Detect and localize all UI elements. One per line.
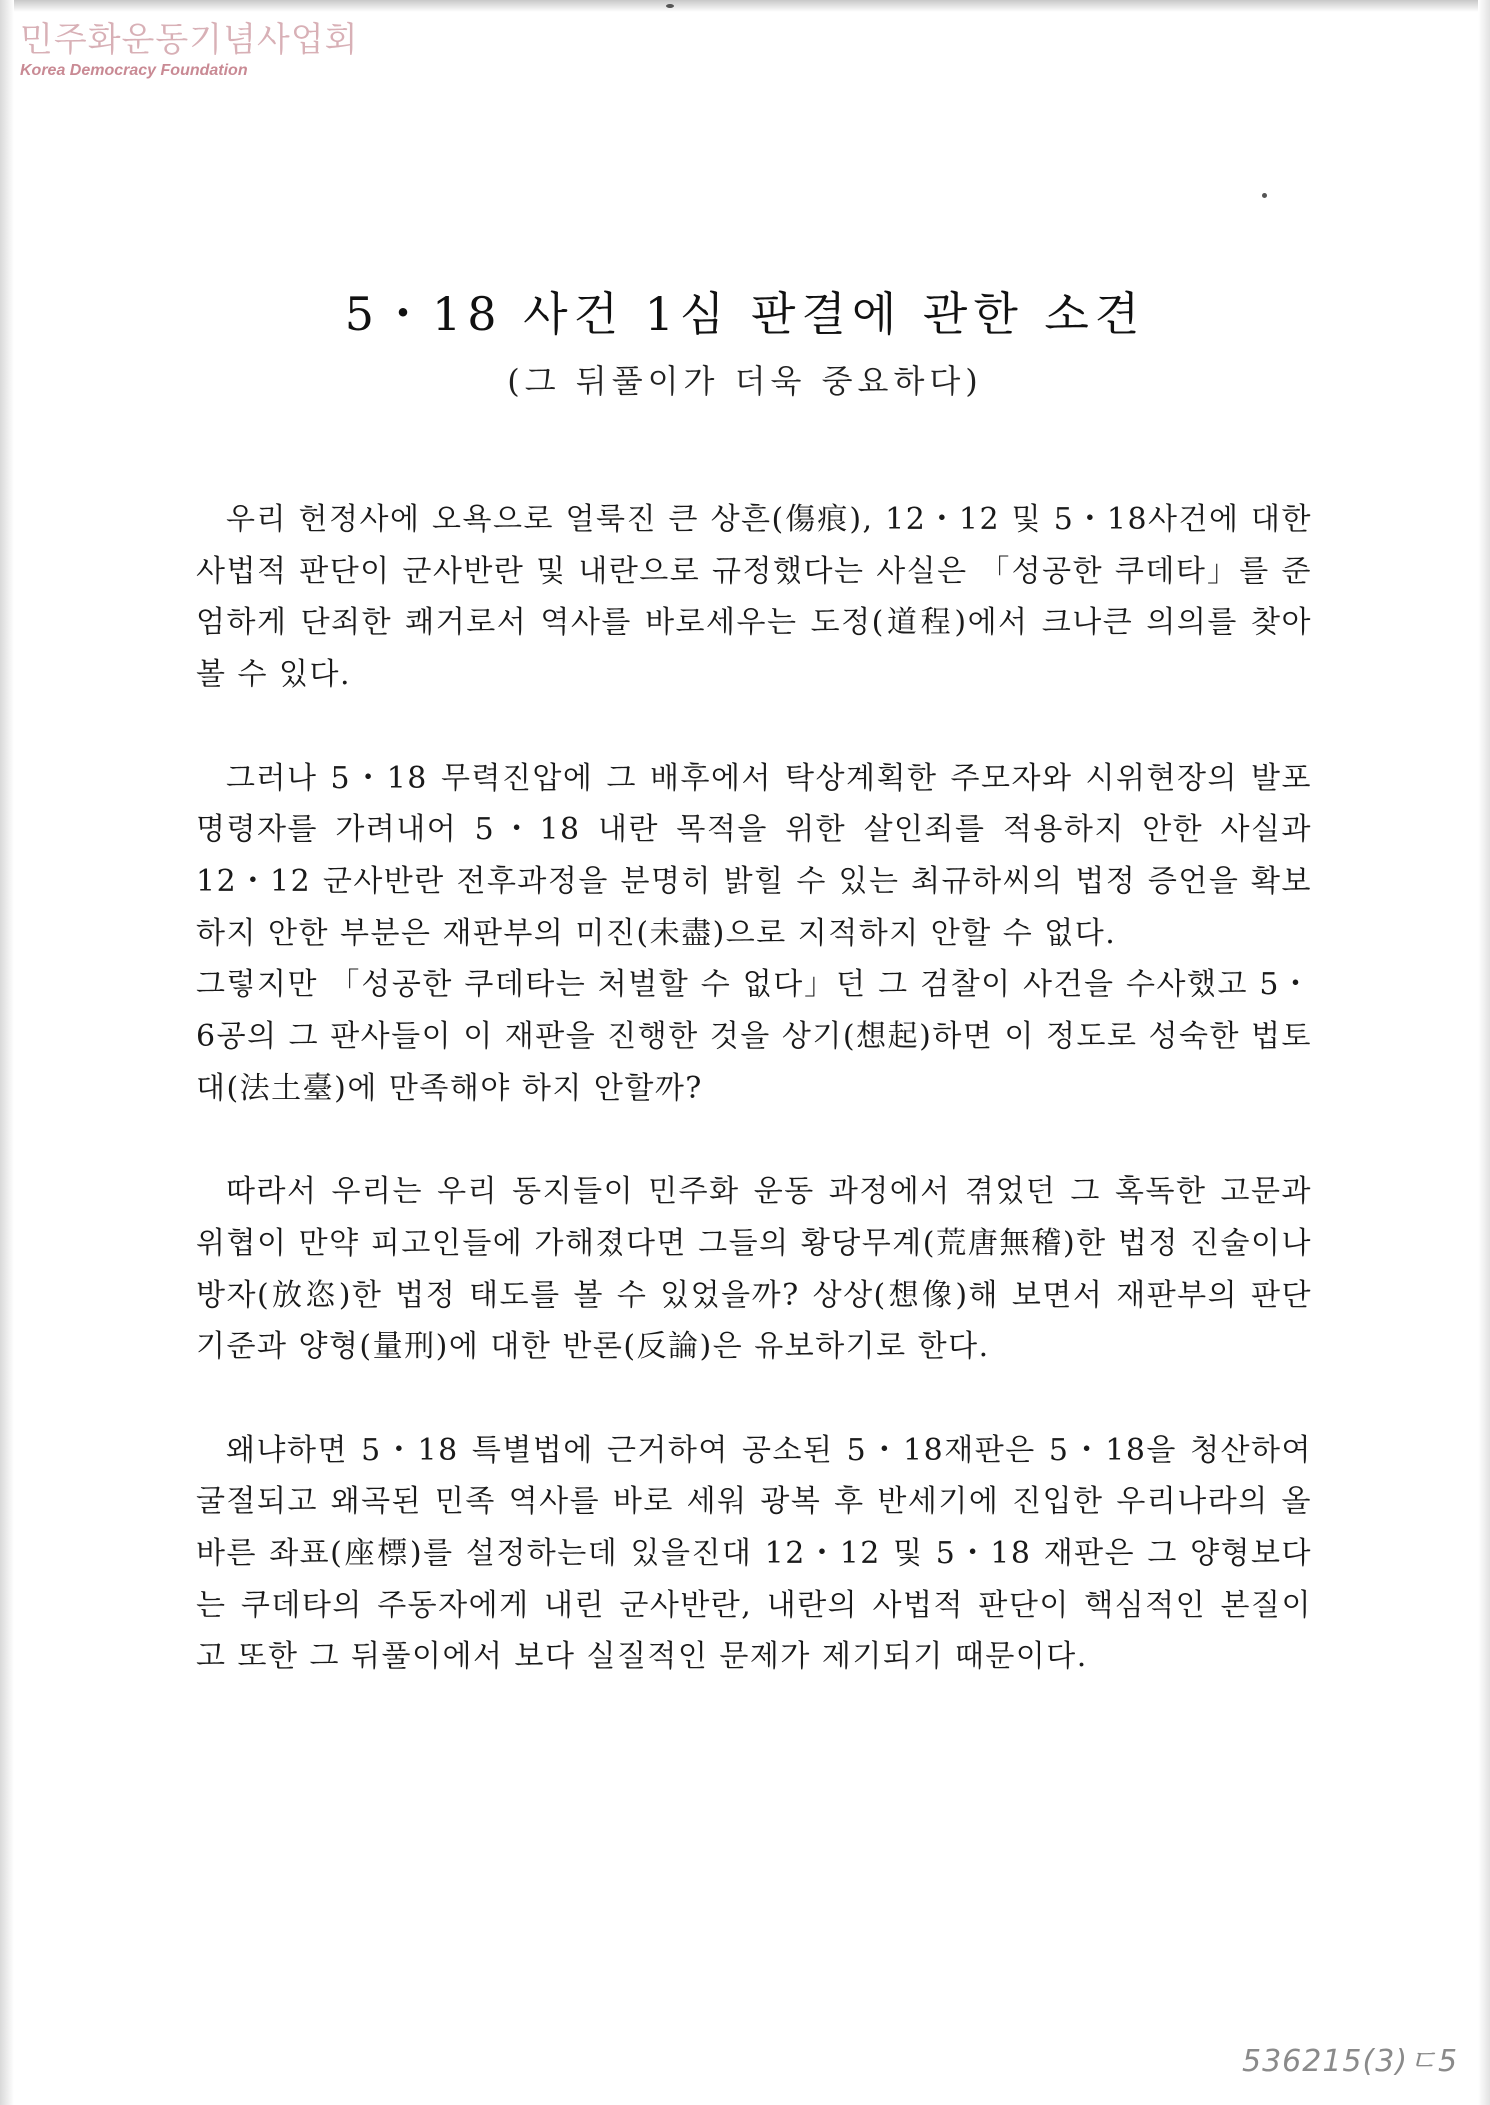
scan-speck bbox=[1262, 193, 1267, 198]
scan-top-edge bbox=[0, 0, 1490, 12]
document-subtitle: (그 뒤풀이가 더욱 중요하다) bbox=[507, 362, 983, 400]
paragraph-4: 따라서 우리는 우리 동지들이 민주화 운동 과정에서 겪었던 그 혹독한 고문과 위협이 만약 피고인들에 가해졌다면 그들의 황당무계(荒唐無稽)한 법정 진술이나 방자(放恣)한 법정 태도를 볼 수 있었을까? 상상(想像)해 보면서 재판부의 판단 기준과 양형(量刑)에 대한 반론(反論)은 유보하기로 한다. bbox=[196, 1174, 1312, 1365]
scan-speck bbox=[666, 4, 674, 8]
archive-handwritten-mark: 536215(3)ㄷ5 bbox=[1242, 2044, 1459, 2079]
paragraph-gap bbox=[196, 1114, 1312, 1166]
document-title: 5・18 사건 1심 판결에 관한 소견 bbox=[344, 287, 1146, 341]
watermark-english: Korea Democracy Foundation bbox=[20, 62, 248, 79]
document-body bbox=[196, 494, 1312, 1683]
paragraph-2: 그러나 5・18 무력진압에 그 배후에서 탁상계획한 주모자와 시위현장의 발포명령자를 가려내어 5・18 내란 목적을 위한 살인죄를 적용하지 안한 사실과 12・12 군사반란 전후과정을 분명히 밝힐 수 있는 최규하씨의 법정 증언을 확보하지 안한 부분은 재판부의 미진(未盡)으로 지적하지 안할 수 없다. bbox=[196, 760, 1312, 951]
paragraph-gap bbox=[196, 1373, 1312, 1425]
paragraph-3: 그렇지만 「성공한 쿠데타는 처벌할 수 없다」던 그 검찰이 사건을 수사했고 5・6공의 그 판사들이 이 재판을 진행한 것을 상기(想起)하면 이 정도로 성숙한 법토대(法土臺)에 만족해야 하지 안할까? bbox=[196, 967, 1312, 1106]
foundation-watermark bbox=[20, 20, 358, 80]
paragraph-gap bbox=[196, 701, 1312, 753]
watermark-korean: 민주화운동기념사업회 bbox=[20, 20, 359, 60]
paragraph-1: 우리 헌정사에 오욕으로 얼룩진 큰 상흔(傷痕), 12・12 및 5・18사건에 대한 사법적 판단이 군사반란 및 내란으로 규정했다는 사실은 「성공한 쿠데타」를 준엄하게 단죄한 쾌거로서 역사를 바로세우는 도정(道程)에서 크나큰 의의를 찾아볼 수 있다. bbox=[196, 502, 1312, 693]
paragraph-5: 왜냐하면 5・18 특별법에 근거하여 공소된 5・18재판은 5・18을 청산하여 굴절되고 왜곡된 민족 역사를 바로 세워 광복 후 반세기에 진입한 우리나라의 올바른 좌표(座標)를 설정하는데 있을진대 12・12 및 5・18 재판은 그 양형보다는 쿠데타의 주동자에게 내린 군사반란, 내란의 사법적 판단이 핵심적인 본질이고 또한 그 뒤풀이에서 보다 실질적인 문제가 제기되기 때문이다. bbox=[196, 1432, 1312, 1675]
